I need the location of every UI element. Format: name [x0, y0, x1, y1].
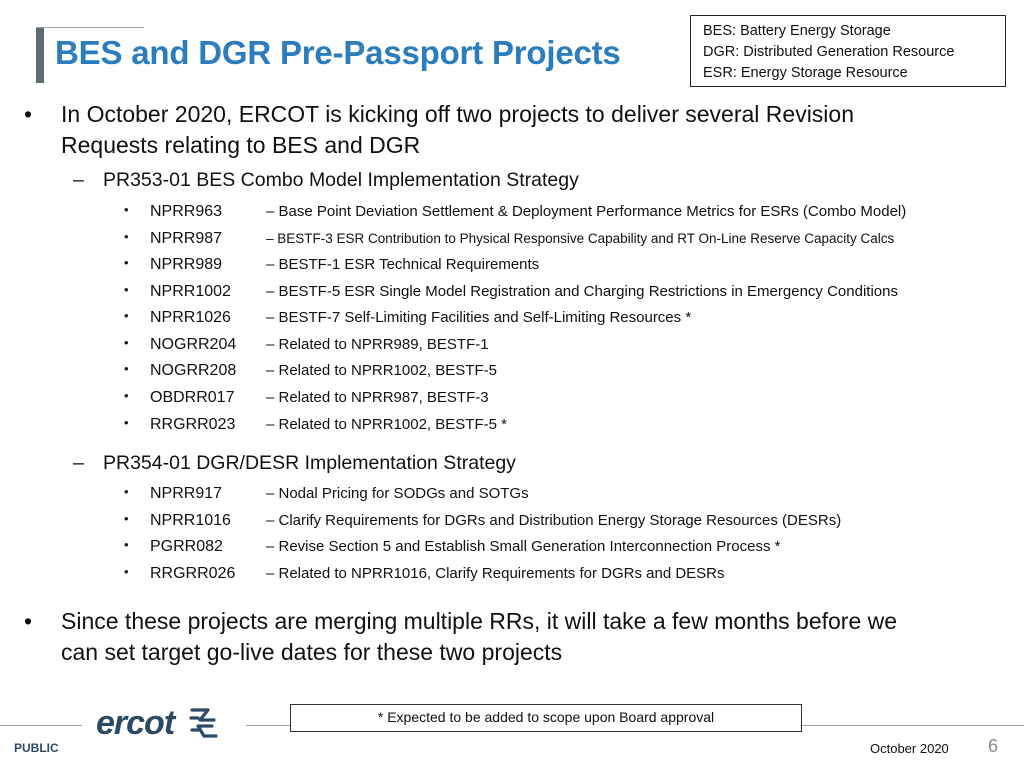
rr-description: – BESTF-7 Self-Limiting Facilities and Self-Limiting Resources * — [266, 309, 692, 326]
classification-label: PUBLIC — [14, 741, 59, 755]
project-2-label: PR354-01 DGR/DESR Implementation Strategy — [103, 452, 516, 474]
footer-rule-right — [802, 725, 1024, 726]
dash-icon: – — [73, 452, 84, 474]
intro-line-1: In October 2020, ERCOT is kicking off two projects to deliver several Revision — [61, 101, 854, 127]
list-item — [124, 306, 691, 328]
rr-description: – Related to NPRR987, BESTF-3 — [266, 389, 489, 406]
list-item — [124, 482, 529, 504]
bullet-icon: • — [124, 484, 129, 499]
bullet-icon: • — [124, 537, 129, 552]
rr-code: NPRR1002 — [150, 283, 231, 300]
legend-item: BES: Battery Energy Storage — [703, 23, 891, 39]
rr-code: NPRR963 — [150, 203, 223, 220]
rr-description: – Base Point Deviation Settlement & Deployment Performance Metrics for ESRs (Combo Model) — [266, 203, 907, 220]
list-item — [124, 509, 841, 531]
bullet-icon: • — [124, 202, 129, 217]
rr-code: NPRR989 — [150, 256, 223, 273]
rr-description: – Related to NPRR1002, BESTF-5 * — [266, 416, 507, 433]
rr-code: NOGRR204 — [150, 336, 237, 353]
rr-code: NPRR917 — [150, 485, 223, 502]
rr-description: – BESTF-1 ESR Technical Requirements — [266, 256, 540, 273]
project-1-heading — [73, 168, 579, 192]
legend-item: DGR: Distributed Generation Resource — [703, 44, 955, 60]
list-item — [124, 413, 507, 435]
project-2-heading — [73, 451, 516, 475]
lightning-bolt-icon — [191, 710, 216, 736]
footer-rule-middle — [246, 725, 290, 726]
list-item — [124, 535, 780, 557]
ercot-logo — [96, 701, 228, 745]
bullet-icon: • — [124, 335, 129, 350]
list-item — [124, 280, 898, 302]
page-number: 6 — [988, 736, 999, 756]
list-item — [124, 386, 489, 408]
dash-icon: – — [73, 169, 84, 191]
rr-code: NPRR1016 — [150, 512, 231, 529]
bullet-icon: • — [24, 608, 33, 634]
logo-wordmark: ercot — [96, 704, 175, 742]
rr-description: – Related to NPRR989, BESTF-1 — [266, 336, 489, 353]
rr-description: – Related to NPRR1002, BESTF-5 — [266, 362, 497, 379]
list-item — [124, 333, 489, 355]
rr-code: PGRR082 — [150, 538, 223, 555]
slide-title: BES and DGR Pre-Passport Projects — [55, 34, 621, 71]
bullet-icon: • — [124, 282, 129, 297]
list-item — [124, 359, 497, 381]
bullet-icon: • — [124, 361, 129, 376]
rr-code: RRGRR023 — [150, 416, 236, 433]
rr-description: – Revise Section 5 and Establish Small Generation Interconnection Process * — [266, 538, 781, 555]
rr-code: OBDRR017 — [150, 389, 235, 406]
rr-description: – BESTF-5 ESR Single Model Registration and Charging Restrictions in Emergency Conditions — [266, 283, 898, 300]
legend-item: ESR: Energy Storage Resource — [703, 65, 908, 81]
footer-rule-left — [0, 725, 82, 726]
rr-code: RRGRR026 — [150, 565, 236, 582]
bullet-icon: • — [124, 388, 129, 403]
rr-description: – BESTF-3 ESR Contribution to Physical Responsive Capability and RT On-Line Reserve Capacity Calcs — [266, 231, 895, 246]
bullet-icon: • — [124, 308, 129, 323]
rr-description: – Nodal Pricing for SODGs and SOTGs — [266, 485, 529, 502]
bullet-icon: • — [124, 255, 129, 270]
footnote-box: * Expected to be added to scope upon Board approval — [290, 704, 802, 732]
list-item — [124, 562, 725, 584]
bullet-icon: • — [124, 511, 129, 526]
rr-description: – Related to NPRR1016, Clarify Requirements for DGRs and DESRs — [266, 565, 725, 582]
closing-line-2: can set target go-live dates for these two projects — [61, 639, 563, 665]
closing-line-1: Since these projects are merging multiple RRs, it will take a few months before we — [61, 608, 898, 634]
list-item — [124, 253, 539, 275]
footer-date: October 2020 — [870, 741, 949, 756]
bullet-icon: • — [24, 101, 33, 127]
rr-code: NPRR987 — [150, 230, 223, 247]
intro-line-2: Requests relating to BES and DGR — [61, 132, 421, 158]
bullet-icon: • — [124, 564, 129, 579]
project-1-label: PR353-01 BES Combo Model Implementation Strategy — [103, 169, 579, 191]
bullet-icon: • — [124, 415, 129, 430]
list-item — [124, 200, 906, 222]
rr-code: NPRR1026 — [150, 309, 231, 326]
rr-code: NOGRR208 — [150, 362, 237, 379]
list-item — [124, 227, 894, 249]
rr-description: – Clarify Requirements for DGRs and Distribution Energy Storage Resources (DESRs) — [266, 512, 842, 529]
bullet-icon: • — [124, 229, 129, 244]
